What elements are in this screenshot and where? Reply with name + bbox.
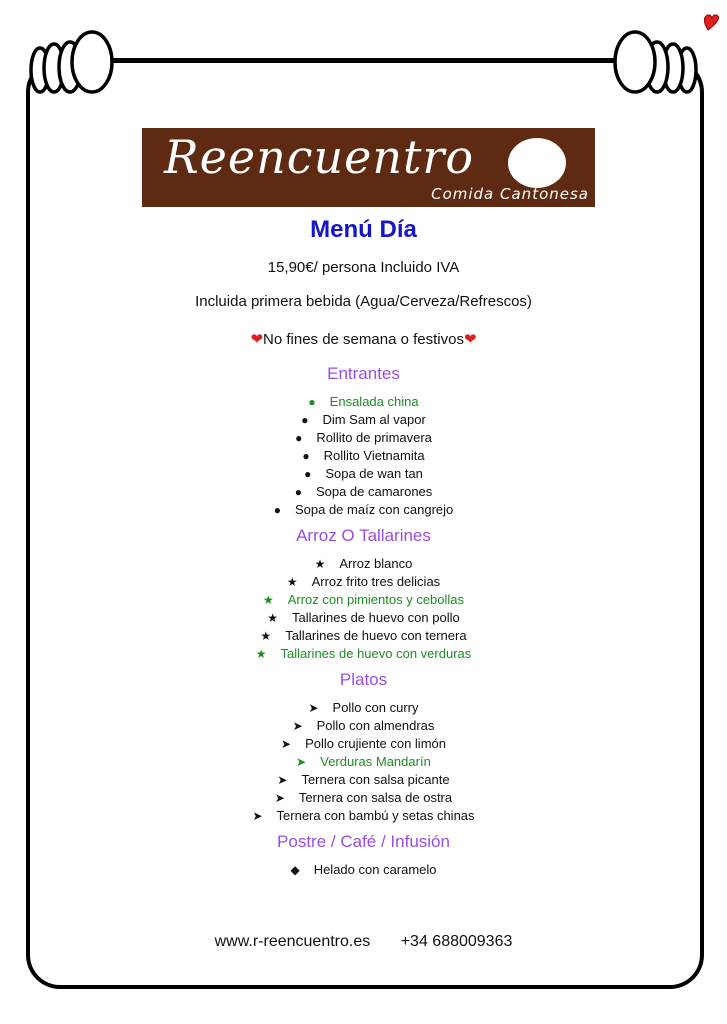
bullet-icon: ● bbox=[273, 503, 281, 517]
bullet-icon: ➤ bbox=[277, 773, 288, 787]
menu-item bbox=[0, 573, 727, 591]
bullet-icon: ➤ bbox=[274, 791, 285, 805]
menu-item-label: Pollo crujiente con limón bbox=[305, 736, 446, 751]
drink-text: Incluida primera bebida (Agua/Cerveza/Refrescos) bbox=[195, 293, 532, 310]
menu-item bbox=[0, 717, 727, 735]
section-heading: Arroz O Tallarines bbox=[296, 526, 431, 545]
menu-item bbox=[0, 609, 727, 627]
menu-item bbox=[0, 627, 727, 645]
menu-item bbox=[0, 411, 727, 429]
menu-item-label: Ternera con salsa picante bbox=[301, 772, 450, 787]
bullet-icon: ● bbox=[304, 467, 312, 481]
menu-item bbox=[0, 483, 727, 501]
fork-spoon-icon bbox=[508, 138, 566, 188]
menu-item bbox=[0, 501, 727, 519]
menu-item bbox=[0, 807, 727, 825]
menu-item bbox=[0, 447, 727, 465]
menu-item bbox=[0, 699, 727, 717]
menu-item-label: Arroz frito tres delicias bbox=[311, 574, 441, 589]
menu-item-label: Ternera con salsa de ostra bbox=[298, 790, 453, 805]
menu-item bbox=[0, 861, 727, 879]
menu-item-label: Pollo con curry bbox=[332, 700, 419, 715]
menu-item-label: Tallarines de huevo con ternera bbox=[285, 628, 467, 643]
phone-number[interactable]: +34 688009363 bbox=[400, 933, 513, 950]
bullet-icon: ◆ bbox=[290, 863, 300, 877]
menu-item-label: Sopa de camarones bbox=[315, 484, 433, 499]
section-heading: Postre / Café / Infusión bbox=[277, 832, 450, 851]
bullet-icon: ● bbox=[302, 449, 310, 463]
price-text: 15,90€/ persona Incluido IVA bbox=[267, 259, 460, 276]
menu-item bbox=[0, 591, 727, 609]
menu-item-label: Rollito de primavera bbox=[316, 430, 432, 445]
menu-item-label: Verduras Mandarín bbox=[320, 754, 431, 769]
menu-title: Menú Día bbox=[310, 216, 417, 243]
bullet-icon: ★ bbox=[314, 557, 326, 571]
menu-item-label: Sopa de maíz con cangrejo bbox=[294, 502, 454, 517]
bullet-icon: ★ bbox=[267, 611, 279, 625]
bullet-icon: ➤ bbox=[292, 719, 303, 733]
logo-name: Reencuentro bbox=[164, 130, 475, 184]
heart-icon bbox=[704, 15, 718, 30]
bullet-icon: ➤ bbox=[296, 755, 307, 769]
bullet-icon: ➤ bbox=[308, 701, 319, 715]
bullet-icon: ● bbox=[294, 485, 302, 499]
bullet-icon: ● bbox=[301, 413, 309, 427]
hands-holding-sign-illustration bbox=[0, 0, 727, 110]
menu-item bbox=[0, 735, 727, 753]
menu-item-label: Ensalada china bbox=[329, 394, 419, 409]
menu-item-label: Arroz blanco bbox=[339, 556, 413, 571]
menu-item-label: Sopa de wan tan bbox=[325, 466, 423, 481]
menu-item-label: Ternera con bambú y setas chinas bbox=[276, 808, 475, 823]
notice-text: No fines de semana o festivos bbox=[263, 331, 464, 348]
footer bbox=[0, 933, 727, 951]
website-link[interactable]: www.r-reencuentro.es bbox=[214, 933, 371, 950]
menu-item bbox=[0, 645, 727, 663]
notice-line bbox=[0, 330, 727, 348]
bullet-icon: ★ bbox=[260, 629, 272, 643]
menu-item bbox=[0, 753, 727, 771]
section-heading: Entrantes bbox=[327, 364, 400, 383]
bullet-icon: ★ bbox=[286, 575, 298, 589]
bullet-icon: ➤ bbox=[281, 737, 292, 751]
menu-item bbox=[0, 789, 727, 807]
bullet-icon: ● bbox=[295, 431, 303, 445]
menu-item bbox=[0, 429, 727, 447]
menu-item-label: Dim Sam al vapor bbox=[322, 412, 426, 427]
menu-item-label: Arroz con pimientos y cebollas bbox=[287, 592, 465, 607]
menu-item-label: Rollito Vietnamita bbox=[323, 448, 425, 463]
menu-item-label: Tallarines de huevo con pollo bbox=[292, 610, 460, 625]
bullet-icon: ★ bbox=[255, 647, 267, 661]
menu-item bbox=[0, 555, 727, 573]
bullet-icon: ● bbox=[308, 395, 316, 409]
menu-item-label: Pollo con almendras bbox=[316, 718, 435, 733]
menu-item-label: Helado con caramelo bbox=[313, 862, 437, 877]
bullet-icon: ➤ bbox=[252, 809, 263, 823]
heart-icon: ❤ bbox=[250, 331, 264, 348]
menu-item bbox=[0, 393, 727, 411]
restaurant-logo bbox=[142, 128, 595, 207]
heart-icon: ❤ bbox=[463, 331, 477, 348]
bullet-icon: ★ bbox=[262, 593, 274, 607]
section-heading: Platos bbox=[339, 670, 388, 689]
menu-item bbox=[0, 771, 727, 789]
menu-item-label: Tallarines de huevo con verduras bbox=[280, 646, 472, 661]
menu-item bbox=[0, 465, 727, 483]
logo-subtitle: Comida Cantonesa bbox=[431, 185, 589, 203]
